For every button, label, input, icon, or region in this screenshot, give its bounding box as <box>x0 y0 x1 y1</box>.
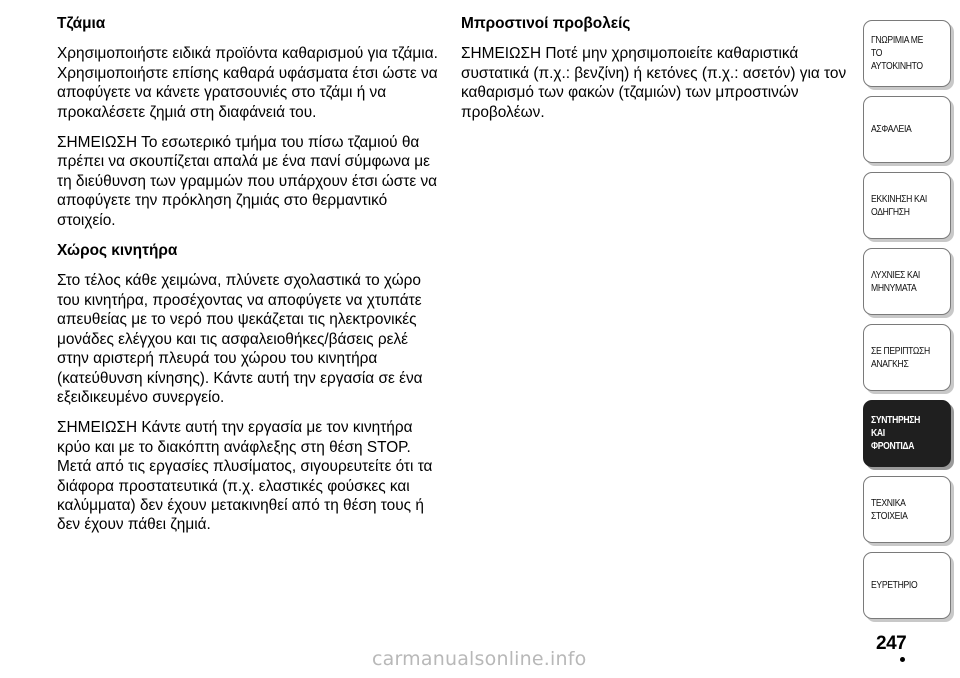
tab-index[interactable] <box>863 552 951 619</box>
glass-note <box>57 133 442 230</box>
tab-starting-driving[interactable] <box>863 172 951 239</box>
tab-label: ΣΥΝΤΗΡΗΣΗ ΚΑΙ ΦΡΟΝΤΙΔΑ <box>871 414 921 452</box>
section-heading-headlights: Μπροστινοί προβολείς <box>461 15 631 32</box>
tab-label: ΓΝΩΡΙΜΙΑ ΜΕ ΤΟ ΑΥΤΟΚΙΝΗΤΟ <box>871 34 924 72</box>
right-column <box>461 14 853 133</box>
tab-label: ΑΣΦΑΛΕΙΑ <box>871 123 912 135</box>
page-number: 247 <box>876 633 907 654</box>
tab-label: ΕΚΚΙΝΗΣΗ ΚΑΙ ΟΔΗΓΗΣΗ <box>871 192 927 218</box>
tab-warning-lights[interactable] <box>863 248 951 315</box>
glass-body-text: Χρησιμοποιήστε ειδικά προϊόντα καθαρισμού για τζάμια. Χρησιμοποιήστε επίσης καθαρά υφάσματα έτσι ώστε να αποφύγετε να κάνετε γρατσουνιές στο τζάμι ή να προκαλέσετε ζημιά στη διαφάνειά του. <box>57 45 438 121</box>
page-number-dot <box>900 657 905 662</box>
tab-emergency[interactable] <box>863 324 951 391</box>
tab-label: ΕΥΡΕΤΗΡΙΟ <box>871 579 918 591</box>
note-label: ΣΗΜΕΙΩΣΗ <box>57 419 138 437</box>
engine-bay-note <box>57 418 442 534</box>
left-column <box>57 14 442 546</box>
headlights-note-text: Ποτέ μην χρησιμοποιείτε καθαριστικά συστατικά (π.χ.: βενζίνη) ή κετόνες (π.χ.: ασετόν) για τον καθαρισμό των φακών (τζαμιών) των μπροστινών προβολέων. <box>461 45 847 121</box>
tab-label: ΛΥΧΝΙΕΣ ΚΑΙ ΜΗΝΥΜΑΤΑ <box>871 268 920 294</box>
note-label: ΣΗΜΕΙΩΣΗ <box>461 45 542 63</box>
engine-bay-body-text: Στο τέλος κάθε χειμώνα, πλύνετε σχολαστικά το χώρο του κινητήρα, προσέχοντας να αποφύγετε να χτυπάτε απευθείας με το νερό που ψεκάζεται τις ηλεκτρονικές μονάδες ελέγχου και τις ασφαλειοθήκες/βάσεις ρελέ στην αριστερή πλευρά του χώρου του κινητήρα (κατεύθυνση κίνησης). Κάντε αυτή την εργασία σε ένα εξειδικευμένο συνεργείο. <box>57 272 423 406</box>
engine-bay-note-text: Κάντε αυτή την εργασία με τον κινητήρα κρύο και με το διακόπτη ανάφλεξης στη θέση STOP. Μετά από τις εργασίες πλυσίματος, σιγουρευτείτε ότι τα διάφορα προστατευτικά (π.χ. ελαστικές φούσκες και καλύμματα) δεν έχουν μετακινηθεί από τη θέση τους ή δεν έχουν πάθει ζημιά. <box>57 419 433 534</box>
tab-safety[interactable] <box>863 96 951 163</box>
section-heading-glass: Τζάμια <box>57 15 106 32</box>
section-heading-engine-bay: Χώρος κινητήρα <box>57 242 178 260</box>
watermark: carmanualsonline.info <box>372 648 587 670</box>
chapter-tabs <box>857 20 960 628</box>
headlights-note <box>461 44 853 122</box>
tab-label: ΣΕ ΠΕΡΙΠΤΩΣΗ ΑΝΑΓΚΗΣ <box>871 344 930 370</box>
note-label: ΣΗΜΕΙΩΣΗ <box>57 134 138 152</box>
tab-maintenance-care[interactable] <box>863 400 951 467</box>
glass-note-text: Το εσωτερικό τμήμα του πίσω τζαμιού θα πρέπει να σκουπίζεται απαλά με ένα πανί σύμφωνα με τη διεύθυνση των γραμμών που υπάρχουν έτσι ώστε να αποφύγετε την πρόκληση ζημιάς στο θερμαντικό στοιχείο. <box>57 134 438 229</box>
tab-technical-data[interactable] <box>863 476 951 543</box>
tab-vehicle-overview[interactable] <box>863 20 951 87</box>
tab-label: ΤΕΧΝΙΚΑ ΣΤΟΙΧΕΙΑ <box>871 496 908 522</box>
